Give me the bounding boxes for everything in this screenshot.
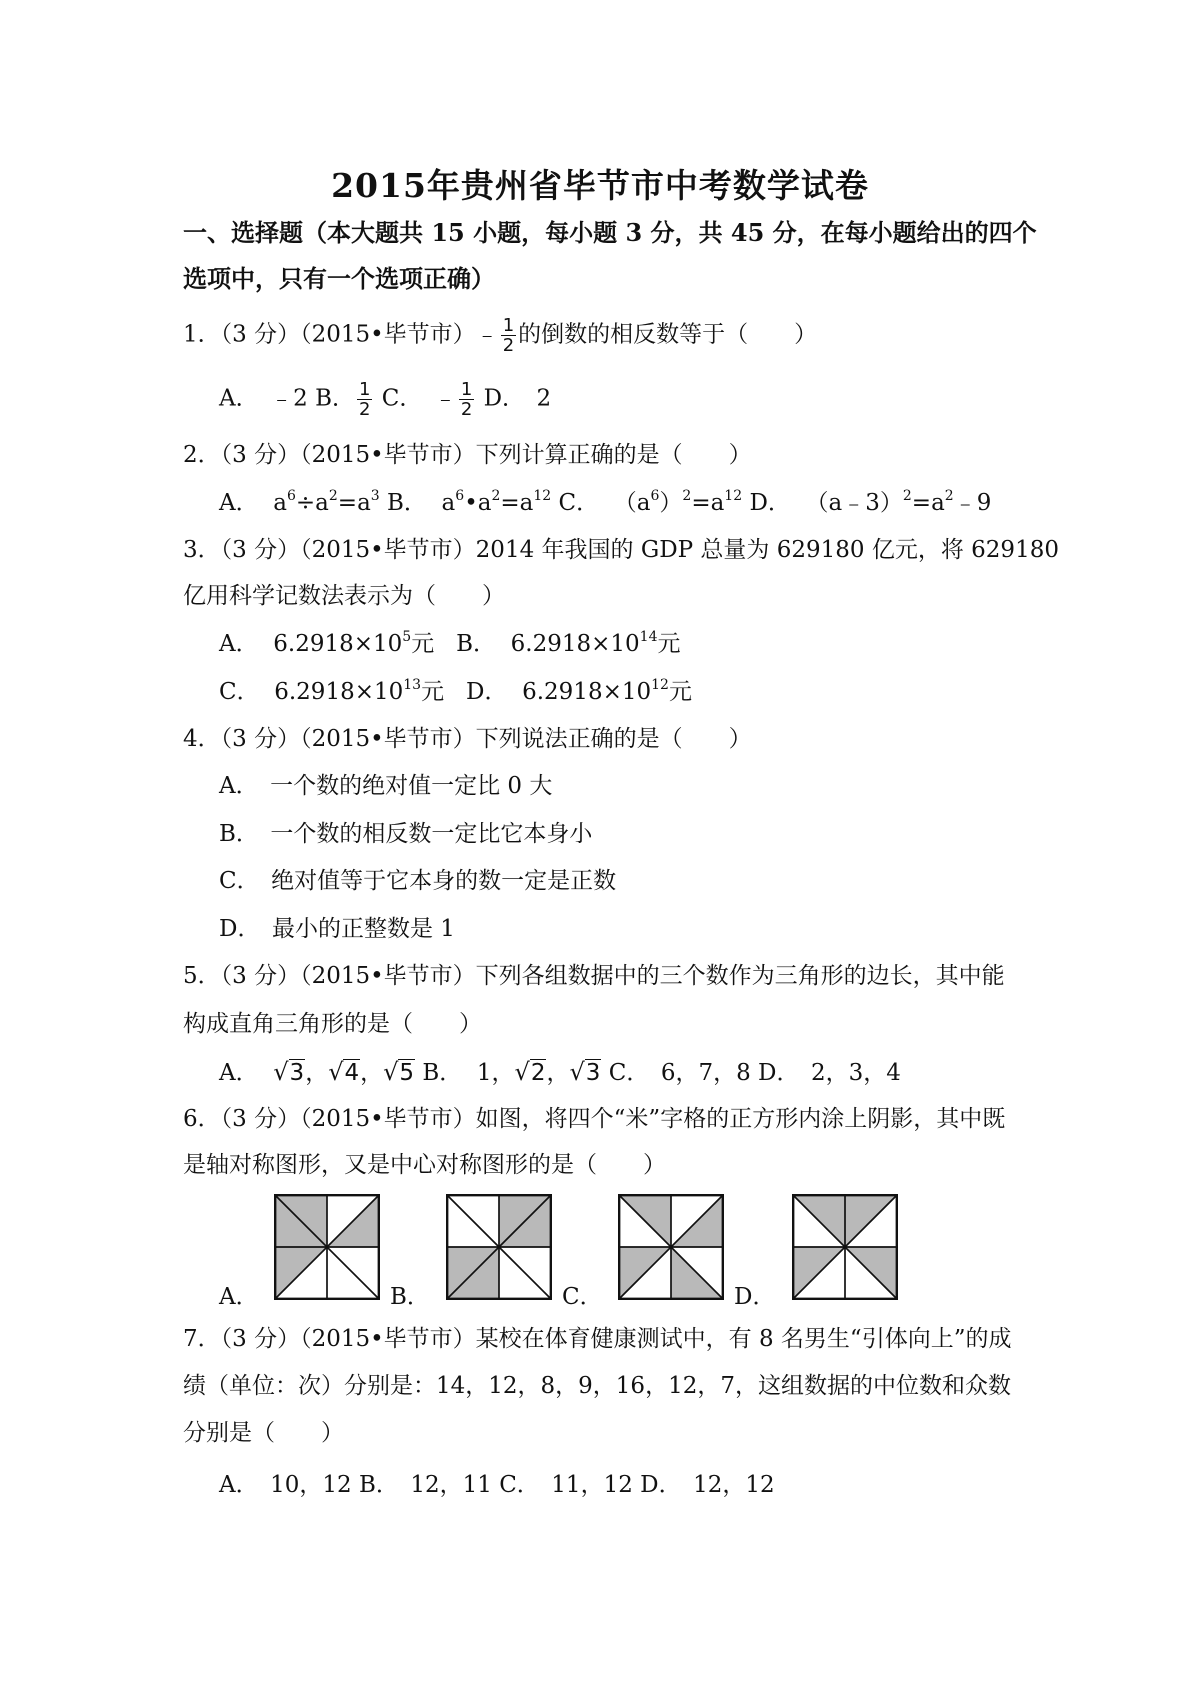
q5-b-radicand-3: 3	[585, 1060, 601, 1086]
q5-a-sqrt3: √3	[273, 1058, 305, 1086]
q5-b-sep-1: ，	[491, 1060, 515, 1086]
q5-a-sqrt4: √4	[328, 1058, 360, 1086]
question-5-line2: 构成直角三角形的是（ ）	[183, 1011, 482, 1037]
q1-option-b: B．	[315, 385, 355, 412]
q6-figure-c	[618, 1194, 724, 1300]
q3-d-exp: 12	[651, 677, 669, 693]
q6-label-c: C．	[562, 1284, 603, 1310]
question-3-line1: 3．（3 分）（2015•毕节市）2014 年我国的 GDP 总量为 629180 亿元，将 629180	[183, 537, 1059, 563]
question-4-stem: 4．（3 分）（2015•毕节市）下列说法正确的是（ ）	[183, 726, 752, 752]
q3-c-value: 6.2918×10	[274, 679, 404, 705]
question-7-options: A． 10，12 B． 12，11 C． 11，12 D． 12，12	[219, 1472, 775, 1498]
q6-label-a: A．	[219, 1284, 259, 1310]
q5-a-sep-2: ，	[360, 1060, 384, 1086]
q2-b-op: •a	[464, 490, 492, 516]
q5-a-sep-1: ，	[305, 1060, 329, 1086]
question-7-line1: 7．（3 分）（2015•毕节市）某校在体育健康测试中，有 8 名男生“引体向上”的成	[183, 1326, 1012, 1352]
q5-b-radicand-2: 2	[530, 1060, 546, 1086]
q6-label-d: D．	[734, 1284, 776, 1310]
q3-b-value: 6.2918×10	[510, 631, 640, 657]
q1-c-denominator: 2	[460, 399, 473, 420]
q2-b-eq: =a	[500, 490, 534, 516]
q2-a-term: a	[273, 490, 287, 516]
q5-option-d: D． 2，3，4	[758, 1060, 901, 1086]
q3-b-unit: 元	[657, 631, 681, 657]
q2-d-rest: ﹣9	[953, 490, 992, 516]
q1-option-c-fraction	[459, 380, 474, 419]
q6-figure-b	[446, 1194, 552, 1300]
q5-a-radicand-1: 3	[289, 1060, 305, 1086]
q3-a-value: 6.2918×10	[273, 631, 403, 657]
question-2-options	[219, 488, 991, 518]
q2-option-c-label: C．	[558, 490, 600, 516]
q3-b-exp: 14	[639, 629, 658, 645]
question-3-line2: 亿用科学记数法表示为（ ）	[183, 583, 505, 609]
q1-option-b-fraction	[357, 380, 372, 419]
page-title: 2015年贵州省毕节市中考数学试卷	[331, 166, 869, 205]
question-7-line3: 分别是（ ）	[183, 1420, 344, 1446]
q3-d-unit: 元	[668, 679, 692, 705]
q3-option-d-label: D．	[466, 679, 508, 705]
q2-option-b-label: B．	[387, 490, 427, 516]
q1-option-d: D． 2	[483, 385, 552, 412]
question-5-line1: 5．（3 分）（2015•毕节市）下列各组数据中的三个数作为三角形的边长，其中能	[183, 963, 1005, 989]
q5-option-c: C． 6，7，8	[608, 1060, 751, 1086]
q4-option-c: C． 绝对值等于它本身的数一定是正数	[219, 868, 617, 894]
q3-option-c-label: C．	[219, 679, 260, 705]
q2-b-exp1: 6	[455, 488, 465, 504]
question-3-options-ab	[219, 629, 681, 659]
q6-figure-a	[274, 1194, 380, 1300]
q2-b-exp2: 2	[491, 488, 501, 504]
q6-label-b: B．	[390, 1284, 430, 1310]
q2-option-a-label: A．	[219, 490, 259, 516]
q1-option-c: C． ﹣	[381, 385, 457, 412]
q3-d-value: 6.2918×10	[522, 679, 652, 705]
q2-a-eq: =a	[337, 490, 371, 516]
q3-c-exp: 13	[403, 677, 422, 693]
q2-c-op: ）	[659, 490, 683, 516]
q5-option-a-label: A．	[219, 1060, 259, 1086]
q6-figure-d	[792, 1194, 898, 1300]
q3-a-exp: 5	[402, 629, 412, 645]
q2-b-term: a	[441, 490, 456, 516]
q5-option-b-label: B．	[422, 1060, 463, 1086]
q2-a-exp2: 2	[328, 488, 338, 504]
q2-c-eq: =a	[691, 490, 725, 516]
q2-c-term: （a	[613, 490, 651, 516]
section-heading-line1: 一、选择题（本大题共 15 小题，每小题 3 分，共 45 分，在每小题给出的四个	[183, 218, 1037, 247]
q1-option-a: A． ﹣2	[219, 385, 308, 412]
q5-a-radicand-2: 4	[344, 1060, 360, 1086]
q2-c-exp3: 12	[724, 488, 743, 504]
q2-d-eq: =a	[911, 490, 945, 516]
q2-a-exp3: 3	[370, 488, 380, 504]
q4-option-d: D． 最小的正整数是 1	[219, 916, 455, 942]
q5-b-sep-2: ，	[546, 1060, 570, 1086]
question-1-stem	[183, 316, 817, 355]
section-heading-line2: 选项中，只有一个选项正确）	[183, 264, 495, 293]
question-7-line2: 绩（单位：次）分别是：14，12，8，9，16，12，7，这组数据的中位数和众数	[183, 1373, 1011, 1399]
q2-a-op: ÷a	[295, 490, 329, 516]
q4-option-a: A． 一个数的绝对值一定比 0 大	[219, 773, 553, 799]
q5-a-radicand-3: 5	[399, 1060, 415, 1086]
q1-b-denominator: 2	[358, 399, 371, 420]
question-2-stem: 2．（3 分）（2015•毕节市）下列计算正确的是（ ）	[183, 442, 752, 468]
q5-b-sqrt3: √3	[569, 1058, 601, 1086]
q2-d-exp2: 2	[944, 488, 954, 504]
q3-option-a-label: A．	[219, 631, 259, 657]
q5-b-one: 1	[476, 1060, 492, 1086]
question-5-options	[219, 1057, 901, 1088]
q2-a-exp1: 6	[286, 488, 296, 504]
q1-fraction-denominator: 2	[502, 335, 515, 356]
q2-option-d-label: D．	[749, 490, 791, 516]
q2-c-exp2: 2	[682, 488, 692, 504]
q1-fraction	[501, 316, 516, 355]
q2-d-exp1: 2	[902, 488, 912, 504]
q5-a-sqrt5: √5	[383, 1058, 415, 1086]
q2-d-term: （a﹣3）	[805, 490, 903, 516]
q2-b-exp3: 12	[533, 488, 552, 504]
q1-fraction-numerator: 1	[502, 315, 515, 336]
question-1-options	[219, 380, 551, 419]
q1-b-numerator: 1	[358, 379, 371, 400]
q3-a-unit: 元	[411, 631, 435, 657]
q5-b-sqrt2: √2	[514, 1058, 546, 1086]
q4-option-b: B． 一个数的相反数一定比它本身小	[219, 821, 593, 847]
q3-c-unit: 元	[421, 679, 445, 705]
question-6-line2: 是轴对称图形，又是中心对称图形的是（ ）	[183, 1152, 666, 1178]
q3-option-b-label: B．	[456, 631, 497, 657]
q1-suffix: 的倒数的相反数等于（ ）	[518, 321, 818, 348]
q1-prefix: 1．（3 分）（2015•毕节市）﹣	[183, 321, 499, 348]
q2-c-exp1: 6	[650, 488, 660, 504]
question-3-options-cd	[219, 677, 692, 707]
question-6-line1: 6．（3 分）（2015•毕节市）如图，将四个“米”字格的正方形内涂上阴影，其中既	[183, 1106, 1006, 1132]
q1-c-numerator: 1	[460, 379, 473, 400]
